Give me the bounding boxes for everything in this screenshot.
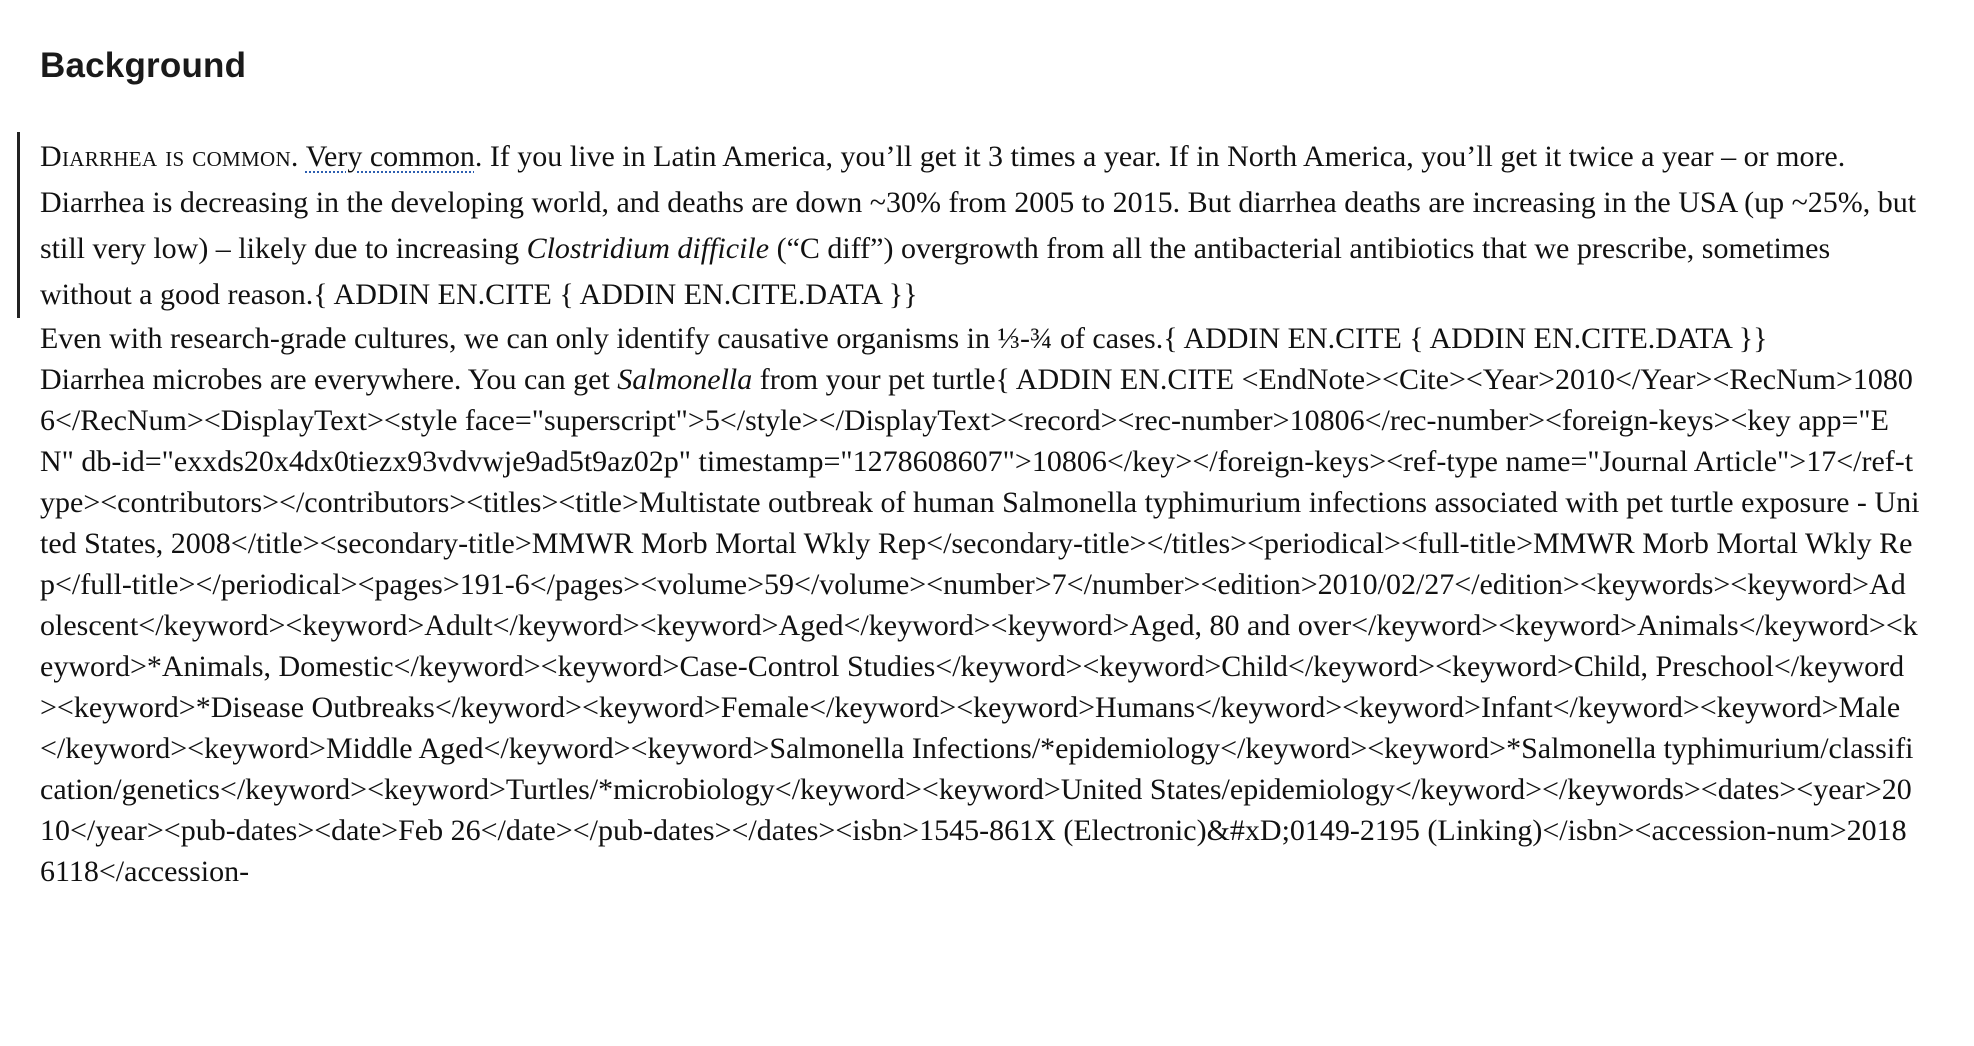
species-name-italic: Clostridium difficile [526, 232, 770, 265]
text-space [299, 140, 306, 173]
paragraph-text: Even with research-grade cultures, we can only identify causative organisms in ⅓-¾ of cases.{ ADDIN EN.CITE { ADDIN EN.CITE.DATA }} [40, 322, 1768, 355]
revision-change-bar [17, 132, 20, 318]
section-heading: Background [40, 46, 247, 85]
lead-in-smallcaps: Diarrhea is common. [40, 140, 299, 173]
underlined-phrase[interactable]: Very common [305, 140, 475, 173]
paragraph-text: Diarrhea microbes are everywhere. You can get [40, 363, 618, 396]
paragraph-causative-organisms[interactable] [40, 318, 1920, 359]
document-body[interactable] [40, 134, 1920, 892]
paragraph-text: (“C diff”) overgrowth from all the antibacterial antibiotics that we prescribe, sometimes without a good reason.{ ADDIN EN.CITE { ADDIN EN.CITE.DATA }} [40, 232, 1831, 311]
paragraph-text: . If you live in Latin America, you’ll get it 3 times a year. If in North America, you’ll get it twice a year – or more. Diarrhea is decreasing in the developing world, and deaths are down ~30% from 2005 to 2015. But diarrhea deaths are increasing in the USA (up ~25%, but still very low) – likely due to increasing [40, 140, 1917, 265]
endnote-field-code: from your pet turtle{ ADDIN EN.CITE <EndNote><Cite><Year>2010</Year><RecNum>10806</RecNum><DisplayText><style face="superscript">5</style></DisplayText><record><rec-number>10806</rec-number><foreign-keys><key app="EN" db-id="exxds20x4dx0tiezx93vdvwje9ad5t9az02p" timestamp="1278608607">10806</key></foreign-keys><ref-type name="Journal Article">17</ref-type><contributors></contributors><titles><title>Multistate outbreak of human Salmonella typhimurium infections associated with pet turtle exposure - United States, 2008</title><secondary-title>MMWR Morb Mortal Wkly Rep</secondary-title></titles><periodical><full-title>MMWR Morb Mortal Wkly Rep</full-title></periodical><pages>191-6</pages><volume>59</volume><number>7</number><edition>2010/02/27</edition><keywords><keyword>Adolescent</keyword><keyword>Adult</keyword><keyword>Aged</keyword><keyword>Aged, 80 and over</keyword><keyword>Animals</keyword><keyword>*Animals, Domestic</keyword><keyword>Case-Control Studies</keyword><keyword>Child</keyword><keyword>Child, Preschool</keyword><keyword>*Disease Outbreaks</keyword><keyword>Female</keyword><keyword>Humans</keyword><keyword>Infant</keyword><keyword>Male</keyword><keyword>Middle Aged</keyword><keyword>Salmonella Infections/*epidemiology</keyword><keyword>*Salmonella typhimurium/classification/genetics</keyword><keyword>Turtles/*microbiology</keyword><keyword>United States/epidemiology</keyword></keywords><dates><year>2010</year><pub-dates><date>Feb 26</date></pub-dates></dates><isbn>1545-861X (Electronic)&#xD;0149-2195 (Linking)</isbn><accession-num>20186118</accession- [40, 363, 1920, 888]
paragraph-diarrhea-common[interactable] [40, 134, 1920, 318]
species-name-italic: Salmonella [617, 363, 753, 396]
paragraph-microbes-everywhere[interactable] [40, 359, 1920, 892]
